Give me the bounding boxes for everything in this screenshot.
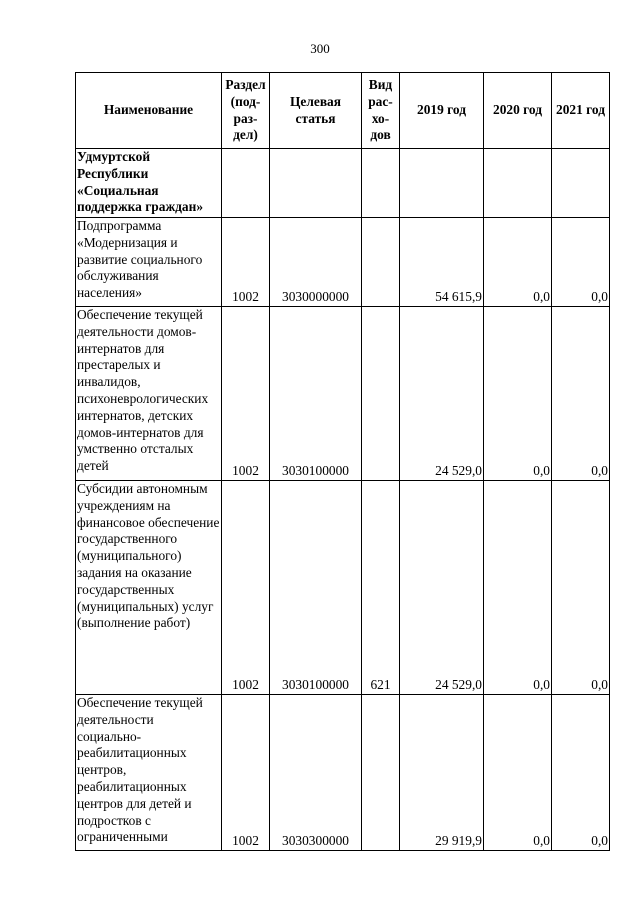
row-name: Субсидии автономным учреждениям на финансовое обеспечение государственного (муниципального) задания на оказание государственных (муниципальных) услуг (выполнение работ) [76, 481, 222, 695]
header-target: Целевая статья [270, 73, 362, 149]
row-section: 1002 [222, 695, 270, 851]
row-2020: 0,0 [484, 307, 552, 481]
row-target: 3030300000 [270, 695, 362, 851]
row-expense-type [362, 695, 400, 851]
table-row [76, 149, 610, 218]
table-row [76, 695, 610, 851]
row-2021: 0,0 [552, 307, 610, 481]
row-section [222, 149, 270, 218]
row-2020 [484, 149, 552, 218]
header-expense-type: Вид рас-хо-дов [362, 73, 400, 149]
table-body [76, 149, 610, 851]
row-2021: 0,0 [552, 481, 610, 695]
row-name: Удмуртской Республики «Социальная поддержка граждан» [76, 149, 222, 218]
row-2019 [400, 149, 484, 218]
row-2019: 54 615,9 [400, 218, 484, 307]
row-2020: 0,0 [484, 695, 552, 851]
row-2019: 24 529,0 [400, 307, 484, 481]
row-2020: 0,0 [484, 218, 552, 307]
row-section: 1002 [222, 481, 270, 695]
table-row [76, 307, 610, 481]
table-row [76, 218, 610, 307]
row-expense-type [362, 218, 400, 307]
row-expense-type: 621 [362, 481, 400, 695]
row-2019: 24 529,0 [400, 481, 484, 695]
row-2021: 0,0 [552, 695, 610, 851]
header-2020: 2020 год [484, 73, 552, 149]
table-row [76, 481, 610, 695]
row-name: Подпрограмма «Модернизация и развитие социального обслуживания населения» [76, 218, 222, 307]
header-2019: 2019 год [400, 73, 484, 149]
row-name: Обеспечение текущей деятельности социально-реабилитационных центров, реабилитационных центров для детей и подростков с ограниченными [76, 695, 222, 851]
header-row [76, 73, 610, 149]
row-target: 3030100000 [270, 307, 362, 481]
budget-table [75, 72, 610, 851]
row-section: 1002 [222, 218, 270, 307]
page-number: 300 [310, 41, 330, 56]
row-2021 [552, 149, 610, 218]
header-2021: 2021 год [552, 73, 610, 149]
row-target: 3030000000 [270, 218, 362, 307]
row-name: Обеспечение текущей деятельности домов-интернатов для престарелых и инвалидов, психоневрологических интернатов, детских домов-интернатов для умственно отсталых детей [76, 307, 222, 481]
row-expense-type [362, 307, 400, 481]
row-target: 3030100000 [270, 481, 362, 695]
header-section: Раздел (под-раз-дел) [222, 73, 270, 149]
row-2019: 29 919,9 [400, 695, 484, 851]
row-section: 1002 [222, 307, 270, 481]
header-name: Наименование [76, 73, 222, 149]
row-expense-type [362, 149, 400, 218]
row-2021: 0,0 [552, 218, 610, 307]
row-target [270, 149, 362, 218]
row-2020: 0,0 [484, 481, 552, 695]
